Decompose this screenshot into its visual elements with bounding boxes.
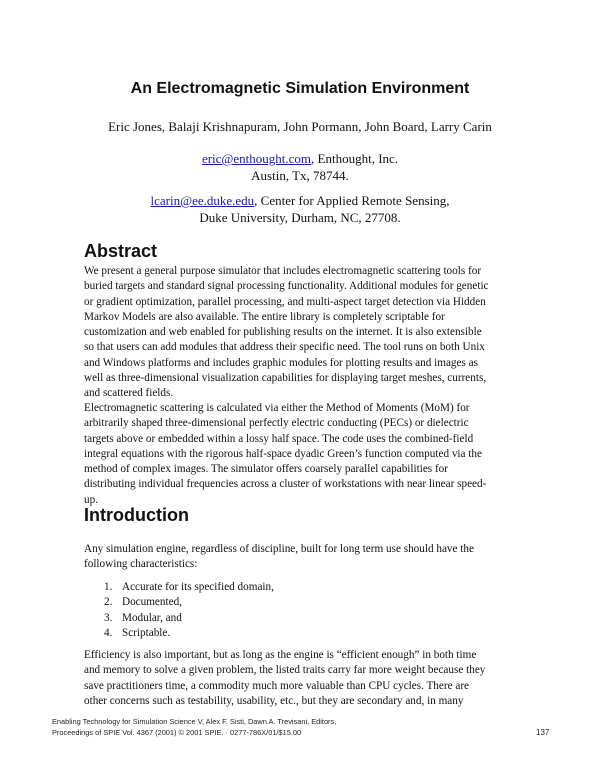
introduction-paragraph-2 <box>84 648 520 709</box>
text-line: We present a general purpose simulator that includes electromagnetic scattering tools for <box>84 265 482 277</box>
list-number: 3. <box>104 611 113 624</box>
affiliation-1-address: Austin, Tx, 78744. <box>251 168 349 183</box>
text-line: Efficiency is also important, but as long as the engine is “efficient enough” in both time <box>84 649 477 661</box>
text-line: arbitrarily shaped three-dimensional perfectly electric conducting (PECs) or dielectric <box>84 417 469 430</box>
text-line: Markov Models are also available. The entire library is completely scriptable for <box>84 310 445 323</box>
footer-line: Enabling Technology for Simulation Science V, Alex F. Sisti, Dawn A. Trevisani, Editors, <box>52 717 337 726</box>
affiliation-2 <box>0 192 600 226</box>
list-text: Scriptable. <box>122 626 171 639</box>
affiliation-2-text: , Center for Applied Remote Sensing, <box>254 193 450 208</box>
affiliation-2-address: Duke University, Durham, NC, 27708. <box>199 210 401 225</box>
abstract-paragraph-2 <box>84 401 520 508</box>
text-line: well as three-dimensional visualization capabilities for displaying target meshes, currents, <box>84 372 487 385</box>
introduction-paragraph-1 <box>84 542 520 573</box>
list-text: Modular, and <box>122 611 182 624</box>
affiliation-1-text: , Enthought, Inc. <box>311 151 399 166</box>
text-line: and Windows platforms and includes graphic modules for plotting results and images as <box>84 356 478 369</box>
list-text: Documented, <box>122 596 182 609</box>
page-number: 137 <box>536 728 550 737</box>
text-line: targets above or embedded within a lossy half space. The code uses the combined-field <box>84 432 474 445</box>
author-list: Eric Jones, Balaji Krishnapuram, John Pormann, John Board, Larry Carin <box>108 119 492 134</box>
text-line: distributing individual frequencies across a cluster of workstations with near linear speed- <box>84 478 487 491</box>
email-link-2[interactable]: lcarin@ee.duke.edu <box>150 193 255 208</box>
text-line: other concerns such as testability, usability, etc., but they are secondary and, in many <box>84 694 464 707</box>
text-line: integral equations with the rigorous half-space dyadic Green’s function computed via the <box>84 447 482 460</box>
list-number: 1. <box>104 581 113 593</box>
text-line: customization and web enabled for publishing results on the internet. It is also extensible <box>84 326 482 339</box>
text-line: Any simulation engine, regardless of discipline, built for long term use should have the <box>84 543 474 555</box>
abstract-heading: Abstract <box>84 241 158 261</box>
text-line: method of complex images. The simulator offers coarsely parallel capabilities for <box>84 463 448 476</box>
list-item <box>104 611 274 626</box>
affiliation-1 <box>0 150 600 184</box>
footer-citation <box>52 716 336 738</box>
text-line: following characteristics: <box>84 558 198 571</box>
email-link-1[interactable]: eric@enthought.com <box>201 151 312 166</box>
paper-title: An Electromagnetic Simulation Environment <box>130 80 470 97</box>
text-line: so that users can add modules that address their specific need. The tool runs on both Unix <box>84 341 485 354</box>
list-number: 2. <box>104 596 113 609</box>
text-line: up. <box>84 493 98 506</box>
text-line: or gradient optimization, parallel processing, and multi-aspect target detection via Hidden <box>84 295 486 308</box>
abstract-paragraph-1 <box>84 264 520 402</box>
footer-line: Proceedings of SPIE Vol. 4367 (2001) © 2001 SPIE. · 0277-786X/01/$15.00 <box>52 728 302 737</box>
text-line: and memory to solve a given problem, the listed traits carry far more weight because they <box>84 664 486 677</box>
characteristics-list <box>104 580 274 641</box>
text-line: buried targets and standard signal processing functionality. Additional modules for genetic <box>84 280 489 293</box>
list-number: 4. <box>104 626 113 639</box>
text-line: save practitioners time, a commodity much more valuable than CPU cycles. There are <box>84 679 470 692</box>
list-item <box>104 626 274 641</box>
list-item <box>104 595 274 610</box>
introduction-heading: Introduction <box>84 505 189 525</box>
list-item <box>104 580 274 595</box>
text-line: and scattered fields. <box>84 387 174 400</box>
text-line: Electromagnetic scattering is calculated via either the Method of Moments (MoM) for <box>84 402 470 414</box>
list-text: Accurate for its specified domain, <box>122 581 274 593</box>
